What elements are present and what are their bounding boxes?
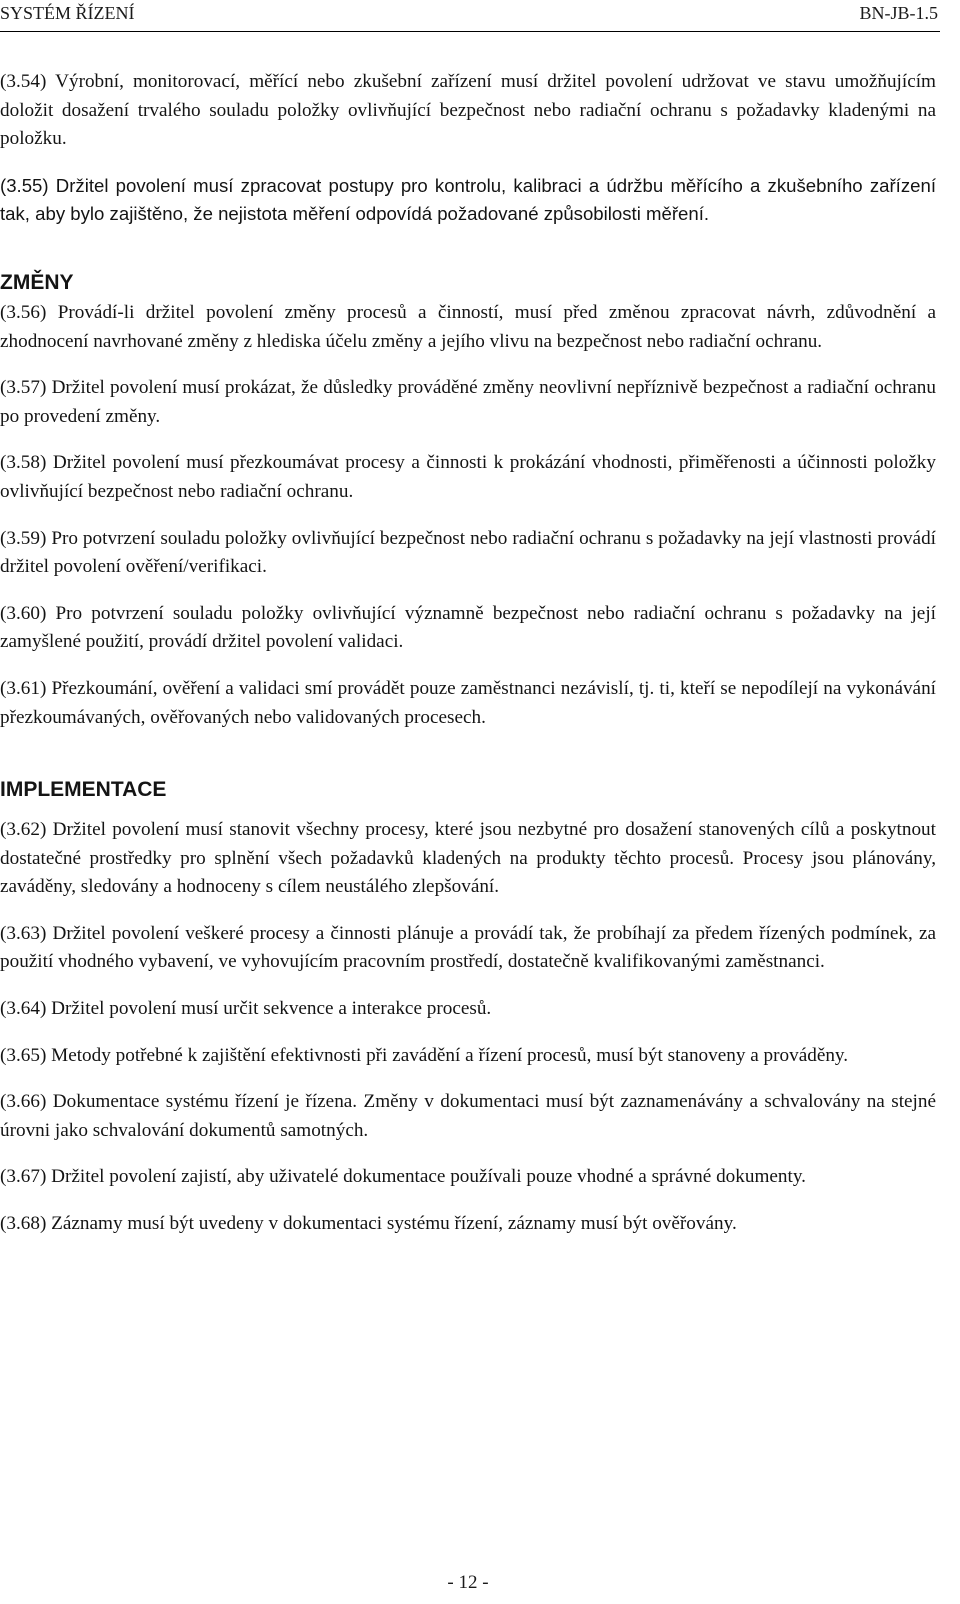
paragraph-3-68: (3.68) Záznamy musí být uvedeny v dokumentaci systému řízení, záznamy musí být ověřovány. [0,1213,737,1235]
header-divider [0,31,940,32]
paragraph-3-64: (3.64) Držitel povolení musí určit sekvence a interakce procesů. [0,998,492,1020]
paragraph-3-61: (3.61) Přezkoumání, ověření a validaci smí provádět pouze zaměstnanci nezávislí, tj. ti, kteří se nepodílejí na vykonávání přezkoumávaných, ověřovaných nebo validovaných procesech. [0,677,936,728]
paragraph-3-57: (3.57) Držitel povolení musí prokázat, že důsledky prováděné změny neovlivní nepříznivě bezpečnost a radiační ochranu po provedení změny. [0,377,936,427]
header-doc-code: BN-JB-1.5 [859,3,938,23]
paragraph-3-56: (3.56) Provádí-li držitel povolení změny procesů a činností, musí před změnou zpracovat návrh, zdůvodnění a zhodnocení navrhované změny z hlediska účelu změny a jejího vlivu na bezpečnost nebo radiační ochranu. [0,301,936,352]
paragraph-3-54: (3.54) Výrobní, monitorovací, měřící nebo zkušební zařízení musí držitel povolení udržovat ve stavu umožňujícím doložit dosažení trvalého souladu položky ovlivňující bezpečnost nebo radiační ochranu s požadavky kladenými na položku. [0,71,936,150]
paragraph-3-60: (3.60) Pro potvrzení souladu položky ovlivňující významně bezpečnost nebo radiační ochranu s požadavky na její zamyšlené použití, provádí držitel povolení validaci. [0,602,936,653]
paragraph-3-58: (3.58) Držitel povolení musí přezkoumávat procesy a činnosti k prokázání vhodnosti, přiměřenosti a účinnosti položky ovlivňující bezpečnost nebo radiační ochranu. [0,452,936,502]
paragraph-3-62: (3.62) Držitel povolení musí stanovit všechny procesy, které jsou nezbytné pro dosažení stanovených cílů a poskytnout dostatečné prostředky pro splnění všech požadavků kladených na produkty těchto procesů. Procesy jsou plánovány, zaváděny, sledovány a hodnoceny s cílem neustálého zlepšování. [0,819,936,898]
header-title: SYSTÉM ŘÍZENÍ [0,3,135,23]
paragraph-3-55: (3.55) Držitel povolení musí zpracovat postupy pro kontrolu, kalibraci a údržbu měřícího a zkušebního zařízení tak, aby bylo zajištěno, že nejistota měření odpovídá požadované způsobilosti měření. [0,174,936,225]
paragraph-3-59: (3.59) Pro potvrzení souladu položky ovlivňující bezpečnost nebo radiační ochranu s požadavky na její vlastnosti provádí držitel povolení ověření/verifikaci. [0,527,936,578]
document-body [0,68,936,1257]
paragraph-3-67: (3.67) Držitel povolení zajistí, aby uživatelé dokumentace používali pouze vhodné a správné dokumenty. [0,1166,806,1188]
section-heading-zmeny: ZMĚNY [0,270,74,294]
paragraph-3-63: (3.63) Držitel povolení veškeré procesy a činnosti plánuje a provádí tak, že probíhají za předem řízených podmínek, za použití vhodného vybavení, ve vyhovujícím pracovním prostředí, dostatečně kvalifikovanými zaměstnanci. [0,922,936,973]
paragraph-3-66: (3.66) Dokumentace systému řízení je řízena. Změny v dokumentaci musí být zaznamenávány a schvalovány na stejné úrovni jako schvalování dokumentů samotných. [0,1091,936,1141]
section-heading-implementace: IMPLEMENTACE [0,778,167,802]
paragraph-3-65: (3.65) Metody potřebné k zajištění efektivnosti při zavádění a řízení procesů, musí být stanoveny a prováděny. [0,1044,849,1066]
page-number: - 12 - [447,1572,489,1593]
